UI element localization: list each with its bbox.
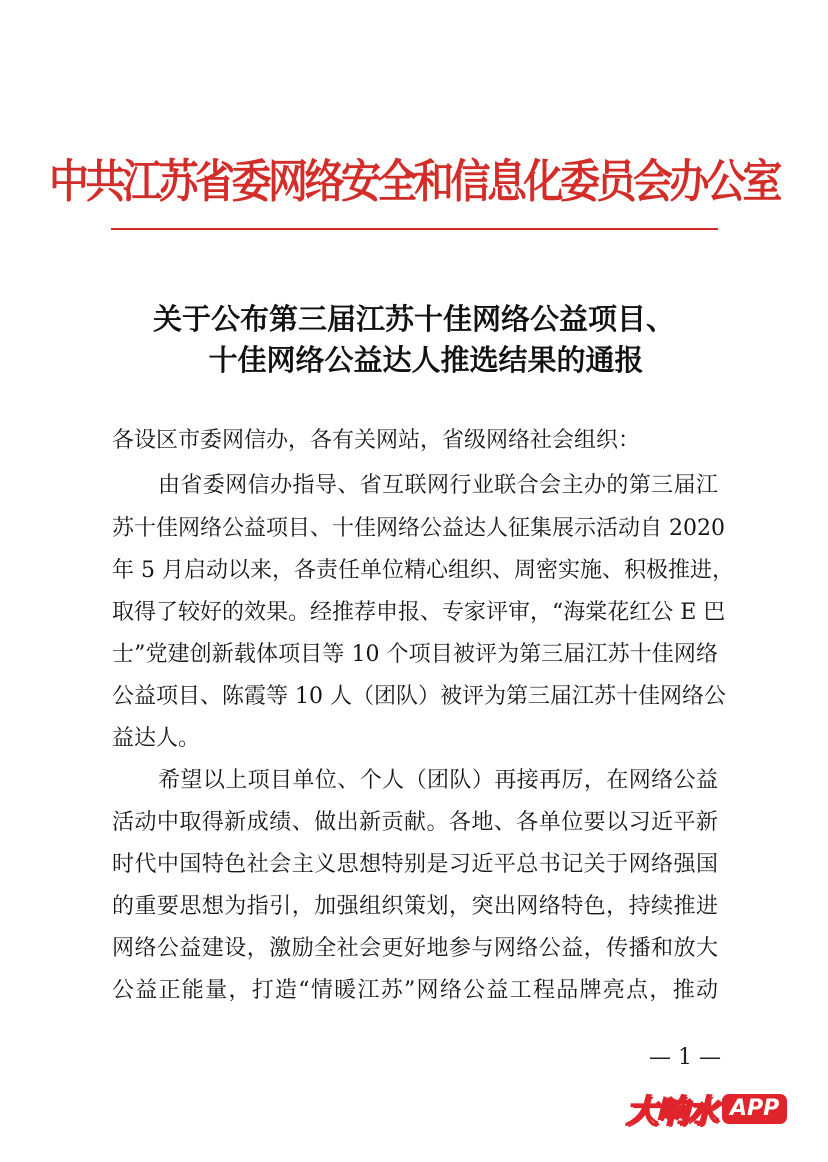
body-line: 时代中国特色社会主义思想特别是习近平总书记关于网络强国: [112, 852, 718, 877]
issuing-office-header: 中共江苏省委网络安全和信息化委员会办公室: [49, 155, 779, 209]
watermark-app-badge: APP: [722, 1094, 787, 1124]
salutation: 各设区市委网信办，各有关网站，省级网络社会组织：: [112, 428, 641, 453]
document-title-line-1: 关于公布第三届江苏十佳网络公益项目、: [152, 302, 675, 336]
body-line: 苏十佳网络公益项目、十佳网络公益达人征集展示活动自 2020: [112, 516, 725, 541]
body-line: 取得了较好的效果。经推荐申报、专家评审，“海棠花红公 E 巴: [112, 600, 726, 625]
body-line: 的重要思想为指引，加强组织策划，突出网络特色，持续推进: [112, 894, 718, 919]
document-title-line-2: 十佳网络公益达人推选结果的通报: [208, 343, 644, 377]
watermark-brand-text: 大响水: [626, 1092, 717, 1130]
body-line: 希望以上项目单位、个人（团队）再接再厉，在网络公益: [158, 768, 718, 793]
body-line: 士”党建创新载体项目等 10 个项目被评为第三届江苏十佳网络: [112, 642, 718, 667]
body-line: 公益项目、陈霞等 10 人（团队）被评为第三届江苏十佳网络公: [112, 684, 726, 709]
body-line: 网络公益建设，激励全社会更好地参与网络公益，传播和放大: [112, 936, 718, 961]
body-line: 活动中取得新成绩、做出新贡献。各地、各单位要以习近平新: [112, 810, 718, 835]
app-watermark-logo: [626, 1087, 787, 1131]
page-number: — 1 —: [649, 1045, 721, 1070]
body-line: 益达人。: [112, 726, 201, 751]
body-line: 公益正能量，打造“情暖江苏”网络公益工程品牌亮点，推动: [112, 978, 718, 1003]
header-red-rule: [111, 228, 718, 230]
body-line: 年 5 月启动以来，各责任单位精心组织、周密实施、积极推进，: [112, 558, 734, 583]
body-line: 由省委网信办指导、省互联网行业联合会主办的第三届江: [158, 473, 718, 498]
